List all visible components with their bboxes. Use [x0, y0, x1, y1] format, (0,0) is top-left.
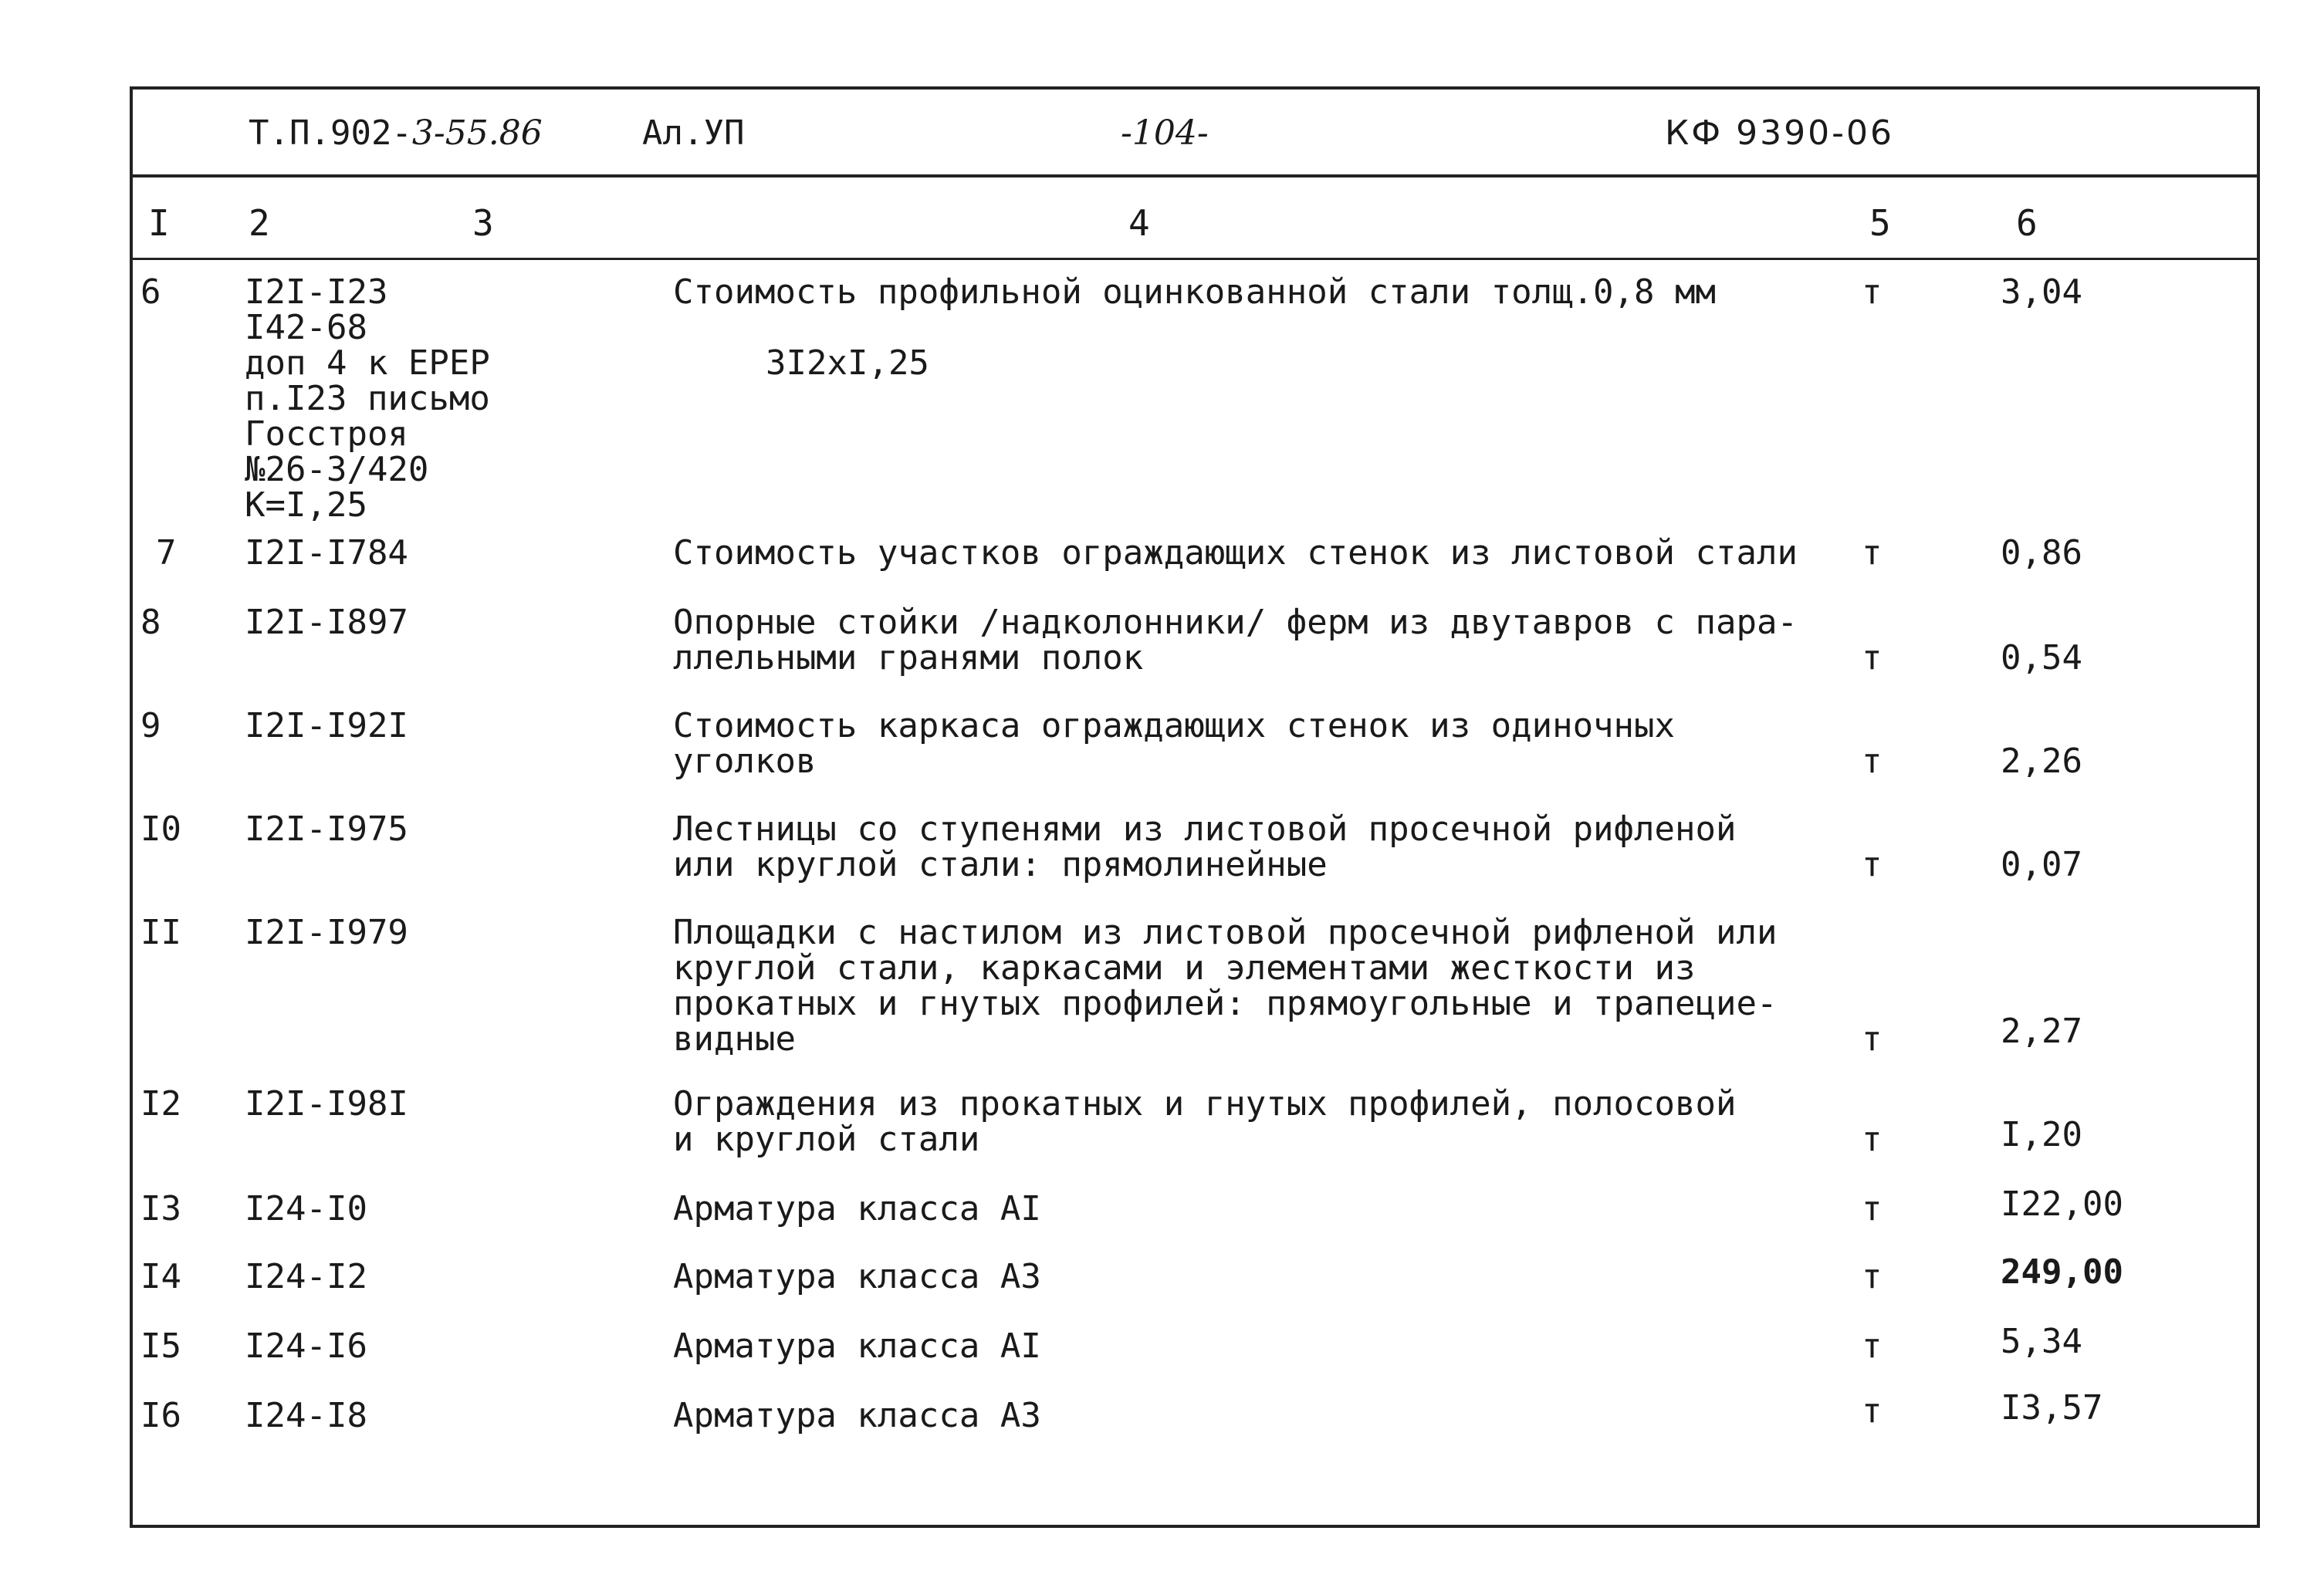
row-reference: I2I-I98I — [245, 1084, 408, 1124]
row-value: I3,57 — [2001, 1388, 2103, 1428]
row-reference: I24-I8 — [245, 1396, 367, 1435]
row-unit: т — [1862, 1019, 1883, 1059]
row-description: Арматура класса А3 — [673, 1396, 1041, 1435]
row-description: Опорные стойки /надколонники/ ферм из двутавров с пара- ллельными гранями полок — [673, 603, 1798, 678]
row-description: Ограждения из прокатных и гнутых профилей, полосовой и круглой стали — [673, 1084, 1737, 1159]
row-value: 2,27 — [2001, 1012, 2082, 1051]
row-value: 0,07 — [2001, 845, 2082, 884]
row-description: Стоимость каркаса ограждающих стенок из одиночных уголков — [673, 706, 1676, 781]
album-label: Ал.УП — [642, 113, 745, 153]
row-value: 3,04 — [2001, 272, 2082, 312]
row-description: Стоимость профильной оцинкованной стали толщ.0,8 мм — [673, 272, 1717, 312]
row-number: I3 — [140, 1189, 181, 1228]
row-description: Арматура класса АI — [673, 1326, 1041, 1366]
row-number: I4 — [140, 1257, 181, 1296]
side-stamp — [49, 93, 103, 525]
row-number: II — [140, 913, 181, 952]
row-value: 2,26 — [2001, 742, 2082, 781]
column-header-1: I — [148, 202, 170, 244]
row-unit: т — [1862, 1120, 1883, 1159]
row-formula: 3I2xI,25 — [766, 343, 929, 383]
row-unit: т — [1862, 1391, 1883, 1431]
row-unit: т — [1862, 742, 1883, 781]
row-number: I0 — [140, 809, 181, 849]
row-reference: I2I-I975 — [245, 809, 408, 849]
row-number: 9 — [140, 706, 161, 745]
row-number: 6 — [140, 272, 161, 312]
project-code: Т.П.902-3-55.86 — [249, 113, 543, 153]
row-unit: т — [1862, 1257, 1883, 1296]
row-reference: I24-I0 — [245, 1189, 367, 1228]
row-description: Арматура класса АI — [673, 1189, 1041, 1228]
document-code: КФ 9390-06 — [1665, 113, 1894, 153]
row-number: 8 — [140, 603, 161, 642]
page-number: -104- — [1121, 113, 1209, 153]
row-number: I6 — [140, 1396, 181, 1435]
row-reference: I2I-I979 — [245, 913, 408, 952]
column-header-6: 6 — [2016, 202, 2038, 244]
row-value: 5,34 — [2001, 1322, 2082, 1361]
row-reference: I2I-I92I — [245, 706, 408, 745]
row-number: I2 — [140, 1084, 181, 1124]
document-frame — [130, 86, 2260, 1528]
row-value: 249,00 — [2001, 1252, 2123, 1292]
document-header — [133, 90, 2257, 177]
column-header-4: 4 — [1128, 202, 1150, 244]
row-number: 7 — [156, 533, 177, 573]
row-unit: т — [1862, 272, 1883, 312]
column-header-3: 3 — [472, 202, 494, 244]
row-value: 0,54 — [2001, 638, 2082, 678]
column-header-2: 2 — [249, 202, 270, 244]
row-description: Площадки с настилом из листовой просечной рифленой или круглой стали, каркасами и элементами жесткости из прокатных и гнутых профилей: прямоугольные и трапецие- видные — [673, 913, 1778, 1059]
row-unit: т — [1862, 638, 1883, 678]
row-reference: I24-I2 — [245, 1257, 367, 1296]
row-value: I22,00 — [2001, 1184, 2123, 1224]
row-unit: т — [1862, 845, 1883, 884]
row-reference: I2I-I784 — [245, 533, 408, 573]
row-reference: I24-I6 — [245, 1326, 367, 1366]
column-header-5: 5 — [1869, 202, 1891, 244]
row-reference: I2I-I897 — [245, 603, 408, 642]
row-unit: т — [1862, 1326, 1883, 1366]
row-unit: т — [1862, 533, 1883, 573]
row-value: I,20 — [2001, 1115, 2082, 1154]
row-number: I5 — [140, 1326, 181, 1366]
row-description: Стоимость участков ограждающих стенок из листовой стали — [673, 533, 1798, 573]
row-value: 0,86 — [2001, 533, 2082, 573]
row-unit: т — [1862, 1189, 1883, 1228]
row-reference: I2I-I23 I42-68 доп 4 к ЕРЕР п.I23 письмо Госстроя №26-3/420 К=I,25 — [245, 272, 490, 525]
row-description: Лестницы со ступенями из листовой просечной рифленой или круглой стали: прямолинейные — [673, 809, 1737, 884]
row-description: Арматура класса А3 — [673, 1257, 1041, 1296]
column-headers — [133, 177, 2257, 260]
